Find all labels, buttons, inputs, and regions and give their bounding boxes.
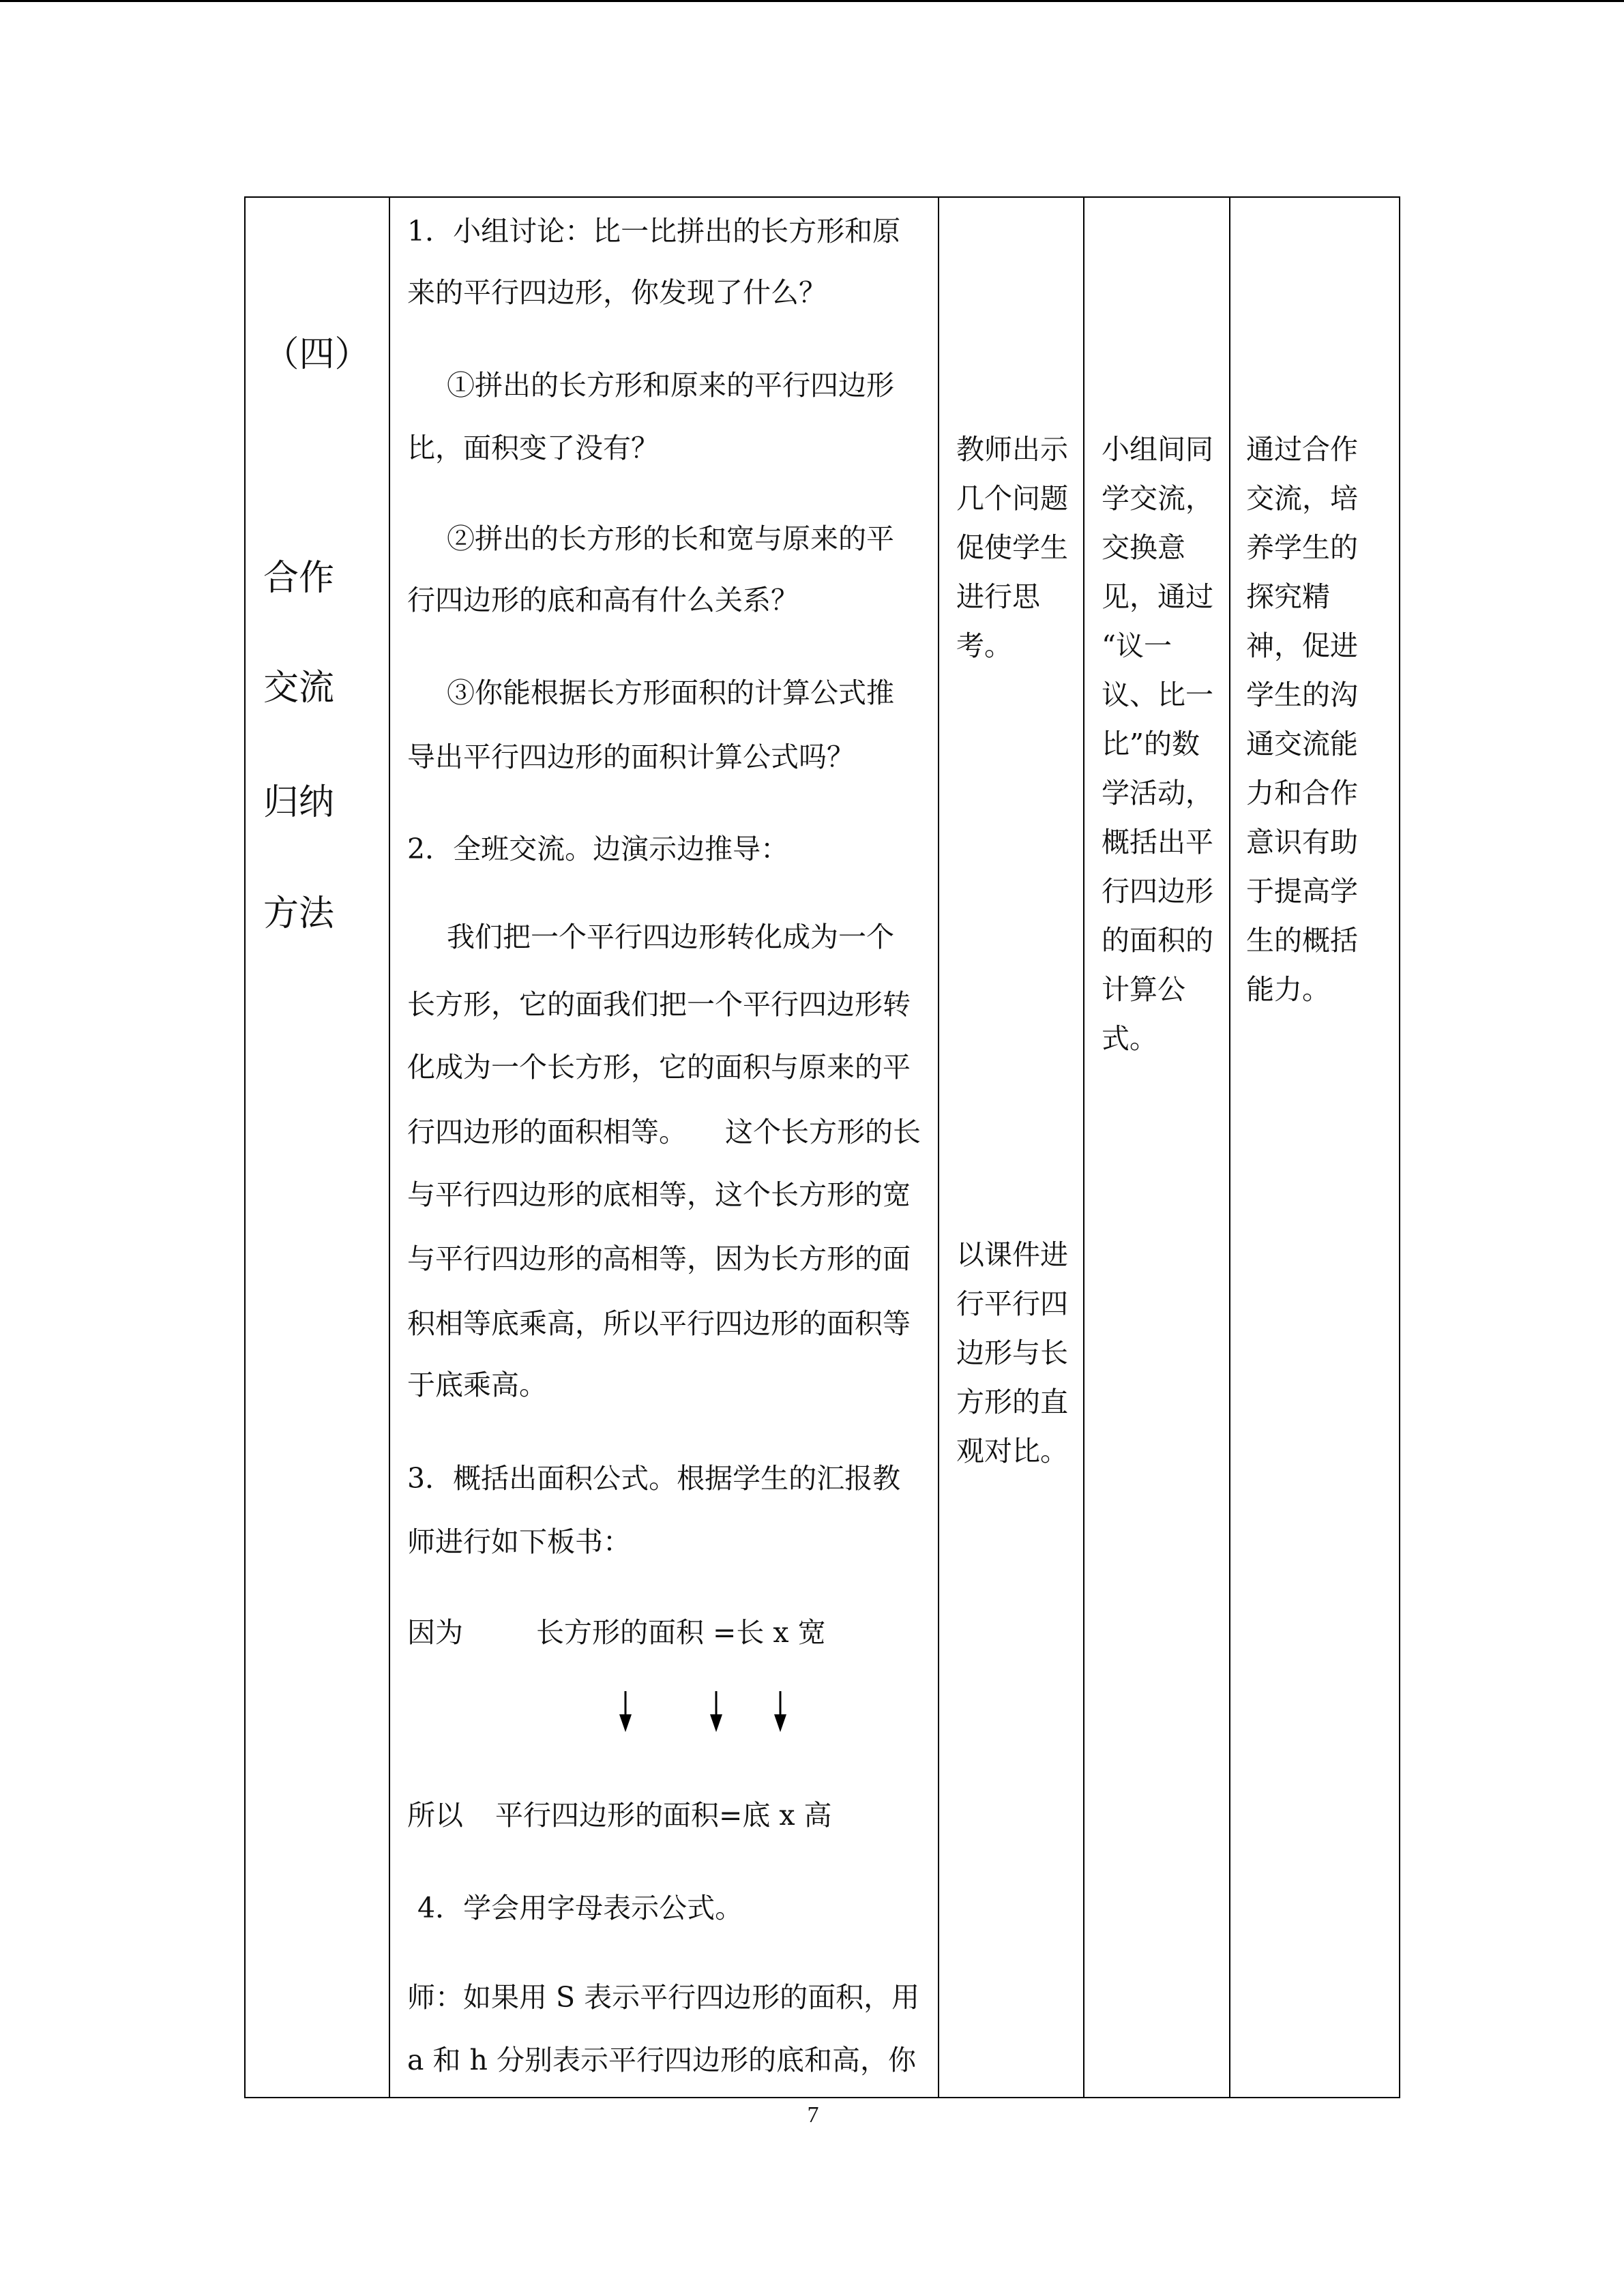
page-number: 7 (807, 2102, 819, 2128)
student-activity-line: 式。 (1102, 1022, 1157, 1055)
stage-title-line: 合作 (263, 558, 335, 599)
student-activity-line: 学活动， (1102, 777, 1213, 809)
process-line: 于底乘高。 (407, 1369, 547, 1401)
process-line: 化成为一个长方形，它的面积与原来的平 (407, 1051, 911, 1084)
process-line: 4．学会用字母表示公式。 (417, 1892, 743, 1924)
design-intent-line: 养学生的 (1246, 531, 1358, 564)
design-intent-line: 于提高学 (1246, 875, 1358, 908)
process-line: 导出平行四边形的面积计算公式吗？ (407, 741, 855, 773)
design-intent-line: 交流，培 (1246, 482, 1358, 515)
student-activity-line: 行四边形 (1102, 875, 1213, 908)
teacher-activity-line: 教师出示 (956, 433, 1068, 466)
board-parallelogram-formula: 平行四边形的面积=底 x 高 (495, 1799, 832, 1832)
student-activity-line: 的面积的 (1102, 924, 1213, 957)
process-line: 来的平行四边形，你发现了什么？ (407, 276, 827, 309)
process-line: 3．概括出面积公式。根据学生的汇报教 (407, 1462, 901, 1495)
process-line: 积相等底乘高，所以平行四边形的面积等 (407, 1307, 911, 1340)
student-activity-line: 概括出平 (1102, 826, 1213, 859)
stage-title-line: 方法 (263, 893, 335, 934)
page-top-rule (0, 0, 1624, 2)
design-intent-line: 学生的沟 (1246, 679, 1358, 711)
process-line: ①拼出的长方形和原来的平行四边形 (447, 369, 894, 402)
teacher-activity-line: 边形与长 (956, 1337, 1068, 1369)
column-divider (1083, 196, 1084, 2098)
teacher-activity-line: 观对比。 (956, 1435, 1068, 1467)
student-activity-line: 比”的数 (1102, 728, 1200, 760)
design-intent-line: 通交流能 (1246, 728, 1358, 760)
process-line: a 和 h 分别表示平行四边形的底和高，你 (407, 2044, 916, 2076)
process-line: 师：如果用 S 表示平行四边形的面积，用 (407, 1981, 920, 2014)
process-line: 2．全班交流。边演示边推导： (407, 833, 789, 865)
student-activity-line: “议一 (1102, 629, 1172, 662)
process-line: 1．小组讨论：比一比拼出的长方形和原 (407, 215, 901, 248)
teacher-activity-line: 方形的直 (956, 1386, 1068, 1418)
process-line: ②拼出的长方形的长和宽与原来的平 (447, 522, 894, 555)
process-line: 与平行四边形的底相等，这个长方形的宽 (407, 1178, 911, 1211)
design-intent-line: 探究精 (1246, 580, 1330, 613)
design-intent-line: 通过合作 (1246, 433, 1358, 466)
teacher-activity-line: 以课件进 (956, 1238, 1068, 1271)
process-line: ③你能根据长方形面积的计算公式推 (447, 676, 894, 709)
student-activity-line: 交换意 (1102, 531, 1185, 564)
design-intent-line: 生的概括 (1246, 924, 1358, 957)
process-line: 行四边形的底和高有什么关系？ (407, 584, 799, 616)
stage-title-line: 归纳 (263, 782, 335, 823)
stage-number: （四） (263, 334, 370, 375)
process-line: 师进行如下板书： (407, 1525, 631, 1558)
design-intent-line: 力和合作 (1246, 777, 1358, 809)
design-intent-line: 神，促进 (1246, 629, 1358, 662)
stage-title-line: 交流 (263, 668, 335, 709)
teacher-activity-line: 几个问题 (956, 482, 1068, 515)
student-activity-line: 学交流， (1102, 482, 1213, 515)
board-therefore-label: 所以 (407, 1799, 463, 1832)
teacher-courseware-block (956, 1230, 1068, 1476)
process-line: 比，面积变了没有？ (407, 432, 659, 464)
process-line: 这个长方形的长 (725, 1116, 921, 1148)
board-rectangle-formula: 长方形的面积 =长 x 宽 (536, 1616, 826, 1649)
student-activity-block (1102, 425, 1213, 1063)
student-activity-line: 计算公 (1102, 973, 1185, 1006)
teacher-prompt-block (956, 425, 1068, 670)
design-intent-line: 能力。 (1246, 973, 1330, 1006)
arrow-down-icon (710, 1691, 722, 1732)
student-activity-line: 小组间同 (1102, 433, 1213, 466)
process-line: 行四边形的面积相等。 (407, 1116, 687, 1148)
column-divider (1229, 196, 1230, 2098)
process-line: 我们把一个平行四边形转化成为一个 (447, 921, 894, 953)
student-activity-line: 见，通过 (1102, 580, 1213, 613)
process-line: 长方形，它的面我们把一个平行四边形转 (407, 988, 911, 1021)
design-intent-block (1246, 425, 1358, 1014)
teacher-activity-line: 进行思 (956, 580, 1040, 613)
arrow-down-icon (619, 1691, 632, 1732)
teacher-activity-line: 行平行四 (956, 1287, 1068, 1320)
arrow-down-icon (774, 1691, 786, 1732)
column-divider (938, 196, 939, 2098)
board-arrows (600, 1684, 805, 1739)
process-line: 与平行四边形的高相等，因为长方形的面 (407, 1242, 911, 1275)
board-because-label: 因为 (407, 1616, 463, 1649)
teacher-activity-line: 促使学生 (956, 531, 1068, 564)
column-divider (389, 196, 390, 2098)
design-intent-line: 意识有助 (1246, 826, 1358, 859)
student-activity-line: 议、比一 (1102, 679, 1213, 711)
teacher-activity-line: 考。 (956, 629, 1012, 662)
